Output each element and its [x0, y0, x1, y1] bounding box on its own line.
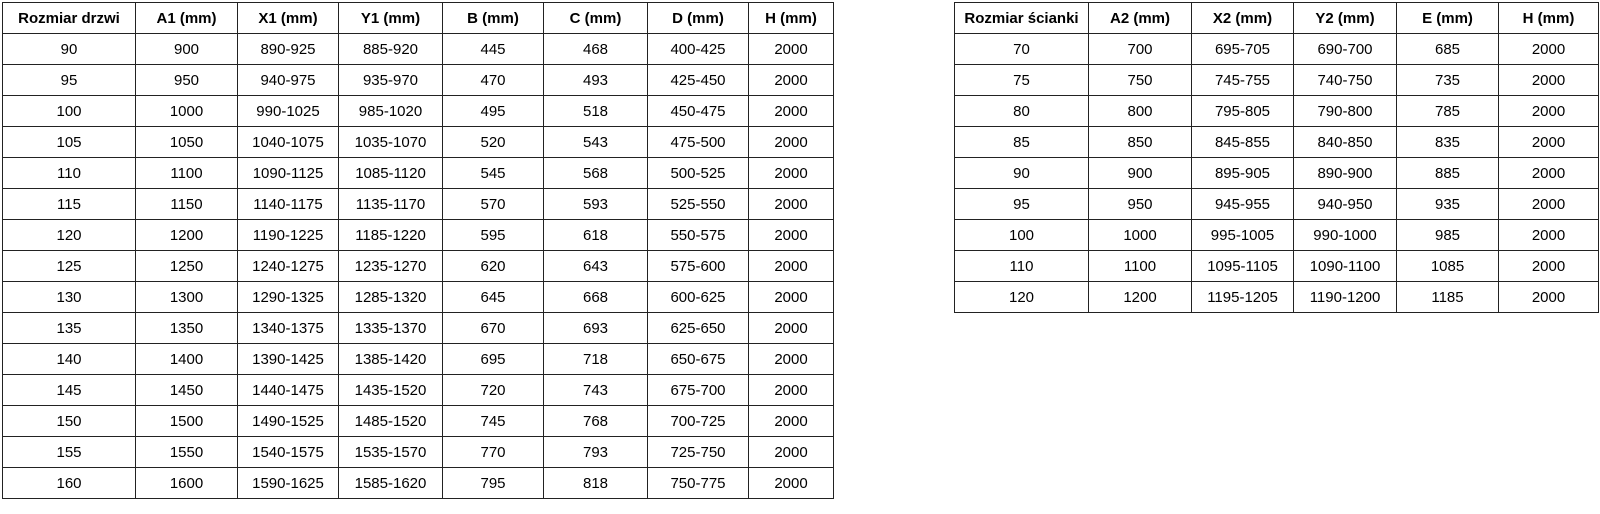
table-cell: 745 [443, 406, 544, 437]
table-cell: 700-725 [648, 406, 749, 437]
table-cell: 135 [3, 313, 136, 344]
table-cell: 150 [3, 406, 136, 437]
table-cell: 2000 [749, 189, 834, 220]
table-cell: 743 [544, 375, 648, 406]
table-cell: 1540-1575 [238, 437, 339, 468]
table-cell: 2000 [749, 406, 834, 437]
table-cell: 1290-1325 [238, 282, 339, 313]
table-cell: 690-700 [1294, 34, 1397, 65]
table-cell: 2000 [749, 468, 834, 499]
table-cell: 1335-1370 [339, 313, 443, 344]
table-cell: 1000 [1089, 220, 1192, 251]
column-header: Y2 (mm) [1294, 3, 1397, 34]
table-cell: 155 [3, 437, 136, 468]
table-cell: 110 [955, 251, 1089, 282]
table-row [3, 344, 834, 375]
table-cell: 985-1020 [339, 96, 443, 127]
table-row [3, 251, 834, 282]
table-cell: 1085-1120 [339, 158, 443, 189]
table-cell: 1385-1420 [339, 344, 443, 375]
table-cell: 550-575 [648, 220, 749, 251]
table-cell: 1550 [136, 437, 238, 468]
table-cell: 2000 [749, 127, 834, 158]
table-cell: 1585-1620 [339, 468, 443, 499]
table-cell: 520 [443, 127, 544, 158]
table-cell: 450-475 [648, 96, 749, 127]
table-cell: 693 [544, 313, 648, 344]
table-cell: 995-1005 [1192, 220, 1294, 251]
table-cell: 618 [544, 220, 648, 251]
column-header: Rozmiar drzwi [3, 3, 136, 34]
table-cell: 2000 [1499, 34, 1599, 65]
table-cell: 940-950 [1294, 189, 1397, 220]
table-cell: 595 [443, 220, 544, 251]
table-cell: 493 [544, 65, 648, 96]
table-cell: 2000 [1499, 65, 1599, 96]
table-cell: 468 [544, 34, 648, 65]
table-cell: 1200 [1089, 282, 1192, 313]
table-cell: 70 [955, 34, 1089, 65]
table-cell: 145 [3, 375, 136, 406]
table-row [955, 127, 1599, 158]
table-cell: 793 [544, 437, 648, 468]
table-cell: 1085 [1397, 251, 1499, 282]
table-cell: 500-525 [648, 158, 749, 189]
table-cell: 900 [1089, 158, 1192, 189]
column-header: A1 (mm) [136, 3, 238, 34]
table-cell: 1350 [136, 313, 238, 344]
table-cell: 1450 [136, 375, 238, 406]
table-cell: 1100 [136, 158, 238, 189]
table-cell: 1600 [136, 468, 238, 499]
table-cell: 785 [1397, 96, 1499, 127]
column-header: H (mm) [1499, 3, 1599, 34]
table-cell: 600-625 [648, 282, 749, 313]
table-row [3, 127, 834, 158]
table-row [3, 220, 834, 251]
column-header: B (mm) [443, 3, 544, 34]
column-header: X2 (mm) [1192, 3, 1294, 34]
table-row [955, 65, 1599, 96]
table-cell: 768 [544, 406, 648, 437]
column-header: A2 (mm) [1089, 3, 1192, 34]
table-row [955, 96, 1599, 127]
table-cell: 95 [3, 65, 136, 96]
table-cell: 1150 [136, 189, 238, 220]
table-cell: 425-450 [648, 65, 749, 96]
table-row [3, 313, 834, 344]
table-cell: 818 [544, 468, 648, 499]
table-cell: 745-755 [1192, 65, 1294, 96]
table-cell: 105 [3, 127, 136, 158]
column-header: D (mm) [648, 3, 749, 34]
table-cell: 675-700 [648, 375, 749, 406]
table-cell: 950 [1089, 189, 1192, 220]
table-cell: 625-650 [648, 313, 749, 344]
table-cell: 1040-1075 [238, 127, 339, 158]
table-cell: 800 [1089, 96, 1192, 127]
table-cell: 1195-1205 [1192, 282, 1294, 313]
table-cell: 2000 [749, 437, 834, 468]
table-row [3, 65, 834, 96]
table-row [955, 251, 1599, 282]
table-cell: 2000 [749, 313, 834, 344]
table-cell: 570 [443, 189, 544, 220]
table-cell: 400-425 [648, 34, 749, 65]
table-cell: 2000 [749, 375, 834, 406]
table-cell: 100 [955, 220, 1089, 251]
table-cell: 840-850 [1294, 127, 1397, 158]
table-cell: 445 [443, 34, 544, 65]
table-cell: 90 [955, 158, 1089, 189]
table-cell: 1435-1520 [339, 375, 443, 406]
table-cell: 643 [544, 251, 648, 282]
column-header: C (mm) [544, 3, 648, 34]
table-cell: 790-800 [1294, 96, 1397, 127]
table-cell: 120 [3, 220, 136, 251]
table-cell: 1000 [136, 96, 238, 127]
table-cell: 2000 [749, 220, 834, 251]
table-cell: 1250 [136, 251, 238, 282]
table-cell: 1485-1520 [339, 406, 443, 437]
table-cell: 2000 [749, 251, 834, 282]
table-cell: 725-750 [648, 437, 749, 468]
table-cell: 740-750 [1294, 65, 1397, 96]
column-header: E (mm) [1397, 3, 1499, 34]
table-cell: 735 [1397, 65, 1499, 96]
table-cell: 750 [1089, 65, 1192, 96]
table-cell: 940-975 [238, 65, 339, 96]
table-cell: 2000 [1499, 220, 1599, 251]
table-cell: 593 [544, 189, 648, 220]
table-cell: 1235-1270 [339, 251, 443, 282]
table-cell: 1590-1625 [238, 468, 339, 499]
table-cell: 885 [1397, 158, 1499, 189]
table-cell: 568 [544, 158, 648, 189]
table-cell: 2000 [1499, 282, 1599, 313]
table-cell: 495 [443, 96, 544, 127]
table-cell: 645 [443, 282, 544, 313]
table-cell: 115 [3, 189, 136, 220]
table-cell: 1185 [1397, 282, 1499, 313]
table-cell: 1140-1175 [238, 189, 339, 220]
table-cell: 2000 [749, 96, 834, 127]
table-cell: 125 [3, 251, 136, 282]
table-cell: 1490-1525 [238, 406, 339, 437]
table-row [3, 375, 834, 406]
wall-panel-size-table [954, 2, 1599, 313]
table-cell: 620 [443, 251, 544, 282]
table-cell: 110 [3, 158, 136, 189]
table-cell: 1095-1105 [1192, 251, 1294, 282]
table-cell: 1185-1220 [339, 220, 443, 251]
table-cell: 990-1025 [238, 96, 339, 127]
table-cell: 1190-1225 [238, 220, 339, 251]
header-row [955, 3, 1599, 34]
table-cell: 518 [544, 96, 648, 127]
table-cell: 1300 [136, 282, 238, 313]
table-cell: 130 [3, 282, 136, 313]
table-row [3, 96, 834, 127]
table-cell: 2000 [1499, 251, 1599, 282]
table-cell: 1050 [136, 127, 238, 158]
table-cell: 718 [544, 344, 648, 375]
door-size-table [2, 2, 834, 499]
table-cell: 1200 [136, 220, 238, 251]
table-cell: 950 [136, 65, 238, 96]
table-row [955, 158, 1599, 189]
table-cell: 795 [443, 468, 544, 499]
table-cell: 475-500 [648, 127, 749, 158]
table-cell: 945-955 [1192, 189, 1294, 220]
table-cell: 80 [955, 96, 1089, 127]
table-cell: 2000 [749, 65, 834, 96]
table-cell: 650-675 [648, 344, 749, 375]
table-cell: 890-900 [1294, 158, 1397, 189]
table-cell: 795-805 [1192, 96, 1294, 127]
table-cell: 720 [443, 375, 544, 406]
table-cell: 1090-1100 [1294, 251, 1397, 282]
table-cell: 985 [1397, 220, 1499, 251]
table-cell: 525-550 [648, 189, 749, 220]
table-cell: 2000 [1499, 158, 1599, 189]
table-cell: 1135-1170 [339, 189, 443, 220]
table-cell: 1100 [1089, 251, 1192, 282]
table-row [955, 34, 1599, 65]
table-cell: 695 [443, 344, 544, 375]
table-cell: 2000 [749, 282, 834, 313]
table-cell: 120 [955, 282, 1089, 313]
table-row [3, 158, 834, 189]
table-cell: 1190-1200 [1294, 282, 1397, 313]
table-cell: 470 [443, 65, 544, 96]
table-cell: 75 [955, 65, 1089, 96]
table-cell: 2000 [749, 344, 834, 375]
table-cell: 990-1000 [1294, 220, 1397, 251]
column-header: X1 (mm) [238, 3, 339, 34]
table-cell: 85 [955, 127, 1089, 158]
table-cell: 668 [544, 282, 648, 313]
table-cell: 140 [3, 344, 136, 375]
table-row [3, 437, 834, 468]
table-cell: 885-920 [339, 34, 443, 65]
table-row [3, 34, 834, 65]
table-cell: 575-600 [648, 251, 749, 282]
table-cell: 160 [3, 468, 136, 499]
column-header: H (mm) [749, 3, 834, 34]
table-cell: 1390-1425 [238, 344, 339, 375]
table-row [3, 189, 834, 220]
table-cell: 850 [1089, 127, 1192, 158]
table-cell: 935-970 [339, 65, 443, 96]
table-row [955, 220, 1599, 251]
column-header: Y1 (mm) [339, 3, 443, 34]
table-cell: 100 [3, 96, 136, 127]
table-cell: 1440-1475 [238, 375, 339, 406]
table-cell: 90 [3, 34, 136, 65]
table-cell: 835 [1397, 127, 1499, 158]
table-cell: 95 [955, 189, 1089, 220]
table-cell: 890-925 [238, 34, 339, 65]
table-cell: 750-775 [648, 468, 749, 499]
table-cell: 2000 [1499, 127, 1599, 158]
table-cell: 1035-1070 [339, 127, 443, 158]
table-cell: 900 [136, 34, 238, 65]
table-cell: 1340-1375 [238, 313, 339, 344]
table-cell: 2000 [749, 158, 834, 189]
table-cell: 700 [1089, 34, 1192, 65]
table-cell: 2000 [749, 34, 834, 65]
table-cell: 770 [443, 437, 544, 468]
table-row [955, 282, 1599, 313]
table-cell: 1400 [136, 344, 238, 375]
table-row [3, 406, 834, 437]
table-cell: 1240-1275 [238, 251, 339, 282]
table-cell: 2000 [1499, 189, 1599, 220]
table-row [3, 468, 834, 499]
table-cell: 670 [443, 313, 544, 344]
table-cell: 1500 [136, 406, 238, 437]
table-cell: 1285-1320 [339, 282, 443, 313]
column-header: Rozmiar ścianki [955, 3, 1089, 34]
table-cell: 1090-1125 [238, 158, 339, 189]
table-cell: 695-705 [1192, 34, 1294, 65]
table-cell: 1535-1570 [339, 437, 443, 468]
table-cell: 2000 [1499, 96, 1599, 127]
table-row [955, 189, 1599, 220]
table-cell: 543 [544, 127, 648, 158]
header-row [3, 3, 834, 34]
table-cell: 845-855 [1192, 127, 1294, 158]
table-cell: 685 [1397, 34, 1499, 65]
table-row [3, 282, 834, 313]
table-cell: 935 [1397, 189, 1499, 220]
table-cell: 545 [443, 158, 544, 189]
table-cell: 895-905 [1192, 158, 1294, 189]
